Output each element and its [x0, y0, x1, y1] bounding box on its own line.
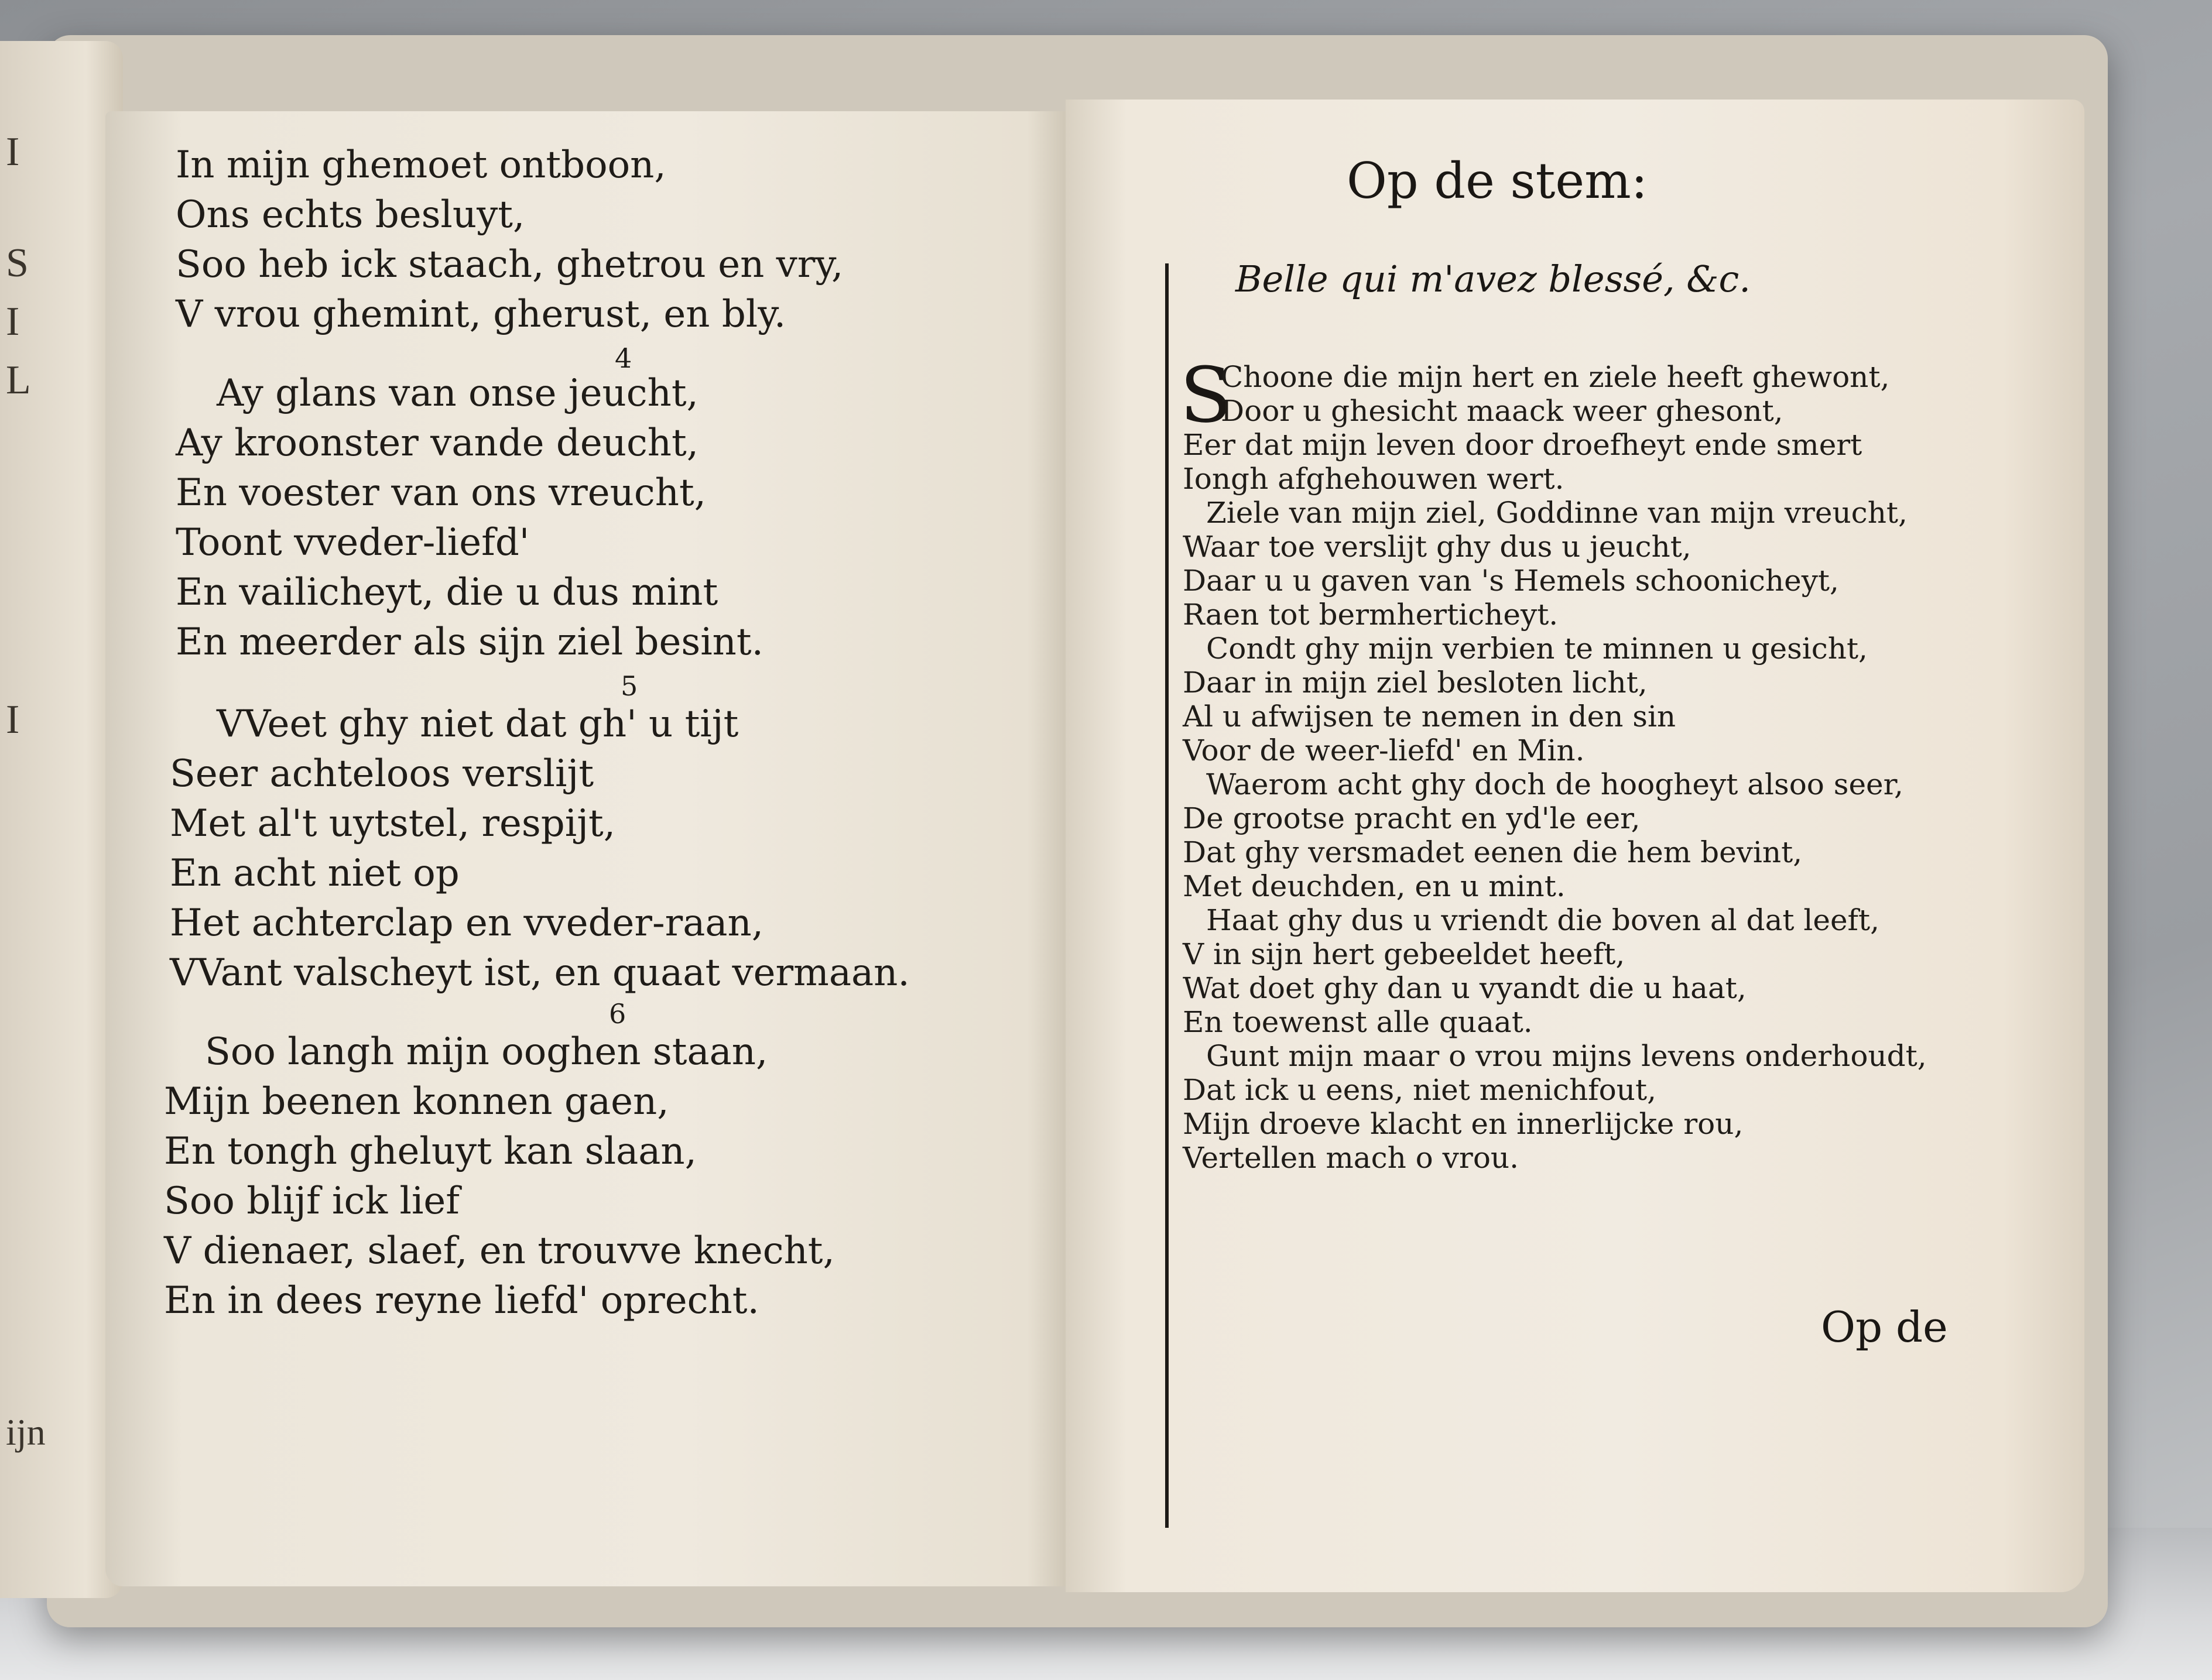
- poem-line: Ay glans van onse jeucht,: [217, 372, 698, 415]
- song-line: Mijn droeve klacht en innerlijcke rou,: [1183, 1107, 1744, 1141]
- poem-line: Mijn beenen konnen gaen,: [164, 1080, 669, 1123]
- song-line: Ziele van mijn ziel, Goddinne van mijn vreucht,: [1206, 496, 1908, 530]
- stanza-number: 6: [609, 998, 626, 1030]
- song-line: Dat ick u eens, niet menichfout,: [1183, 1073, 1656, 1107]
- song-line: V in sijn hert gebeeldet heeft,: [1183, 937, 1625, 971]
- poem-line: Het achterclap en vveder-raan,: [170, 901, 764, 945]
- tune-title: Belle qui m'avez blessé, &c.: [1235, 258, 1751, 300]
- song-line: Door u ghesicht maack weer ghesont,: [1221, 394, 1783, 428]
- poem-line: Soo langh mijn ooghen staan,: [205, 1030, 768, 1074]
- song-line: Iongh afghehouwen wert.: [1183, 462, 1564, 496]
- song-line: Choone die mijn hert en ziele heeft ghewont,: [1221, 360, 1890, 394]
- poem-line: Met al't uytstel, respijt,: [170, 802, 616, 845]
- poem-line: Ons echts besluyt,: [176, 193, 525, 236]
- book-spread: [105, 100, 2084, 1604]
- song-line: Eer dat mijn leven door droefheyt ende smert: [1183, 428, 1862, 462]
- poem-line: Toont vveder-liefd': [176, 521, 530, 564]
- stanza-number: 4: [615, 342, 632, 374]
- song-line: Haat ghy dus u vriendt die boven al dat leeft,: [1206, 903, 1880, 937]
- song-line: Wat doet ghy dan u vyandt die u haat,: [1183, 971, 1747, 1005]
- poem-line: En meerder als sijn ziel besint.: [176, 620, 763, 664]
- poem-line: VVeet ghy niet dat gh' u tijt: [217, 702, 739, 746]
- song-line: Gunt mijn maar o vrou mijns levens onderhoudt,: [1206, 1039, 1927, 1073]
- poem-line: V vrou ghemint, gherust, en bly.: [176, 293, 786, 336]
- prev-page-letter: I: [6, 299, 20, 344]
- poem-line: In mijn ghemoet ontboon,: [176, 143, 666, 187]
- song-line: Met deuchden, en u mint.: [1183, 869, 1566, 903]
- catchword: Op de: [1821, 1302, 1948, 1352]
- song-line: Waar toe verslijt ghy dus u jeucht,: [1183, 530, 1691, 564]
- song-line: De grootse pracht en yd'le eer,: [1183, 801, 1641, 835]
- song-line: Al u afwijsen te nemen in den sin: [1183, 700, 1676, 733]
- prev-page-letter: I: [6, 697, 20, 742]
- song-line: Condt ghy mijn verbien te minnen u gesicht,: [1206, 632, 1868, 666]
- song-line: Daar in mijn ziel besloten licht,: [1183, 666, 1648, 700]
- song-line: Raen tot bermherticheyt.: [1183, 598, 1559, 632]
- page-heading: Op de stem:: [1347, 152, 1648, 210]
- stanza-number: 5: [621, 670, 638, 702]
- song-line: En toewenst alle quaat.: [1183, 1005, 1533, 1039]
- poem-line: Seer achteloos verslijt: [170, 752, 594, 796]
- poem-line: V dienaer, slaef, en trouvve knecht,: [164, 1229, 835, 1273]
- prev-page-fragment: ijn: [6, 1411, 46, 1453]
- poem-line: En acht niet op: [170, 852, 460, 895]
- previous-page-edge: [0, 41, 123, 1598]
- poem-line: Soo heb ick staach, ghetrou en vry,: [176, 243, 844, 286]
- song-line: Vertellen mach o vrou.: [1183, 1141, 1519, 1175]
- poem-line: En tongh gheluyt kan slaan,: [164, 1130, 697, 1173]
- prev-page-letter: L: [6, 358, 31, 403]
- drop-cap: S: [1180, 351, 1232, 440]
- song-line: Dat ghy versmadet eenen die hem bevint,: [1183, 835, 1803, 869]
- poem-line: En vailicheyt, die u dus mint: [176, 571, 718, 614]
- song-line: Daar u u gaven van 's Hemels schoonicheyt,: [1183, 564, 1839, 598]
- poem-line: VVant valscheyt ist, en quaat vermaan.: [170, 951, 910, 995]
- poem-line: Ay kroonster vande deucht,: [176, 421, 699, 465]
- poem-line: Soo blijf ick lief: [164, 1180, 460, 1223]
- column-rule: [1165, 263, 1169, 1528]
- prev-page-letter: S: [6, 241, 29, 286]
- poem-line: En voester van ons vreucht,: [176, 471, 706, 515]
- song-line: Waerom acht ghy doch de hoogheyt alsoo seer,: [1206, 767, 1903, 801]
- prev-page-letter: I: [6, 129, 20, 174]
- poem-line: En in dees reyne liefd' oprecht.: [164, 1279, 759, 1322]
- song-line: Voor de weer-liefd' en Min.: [1183, 733, 1585, 767]
